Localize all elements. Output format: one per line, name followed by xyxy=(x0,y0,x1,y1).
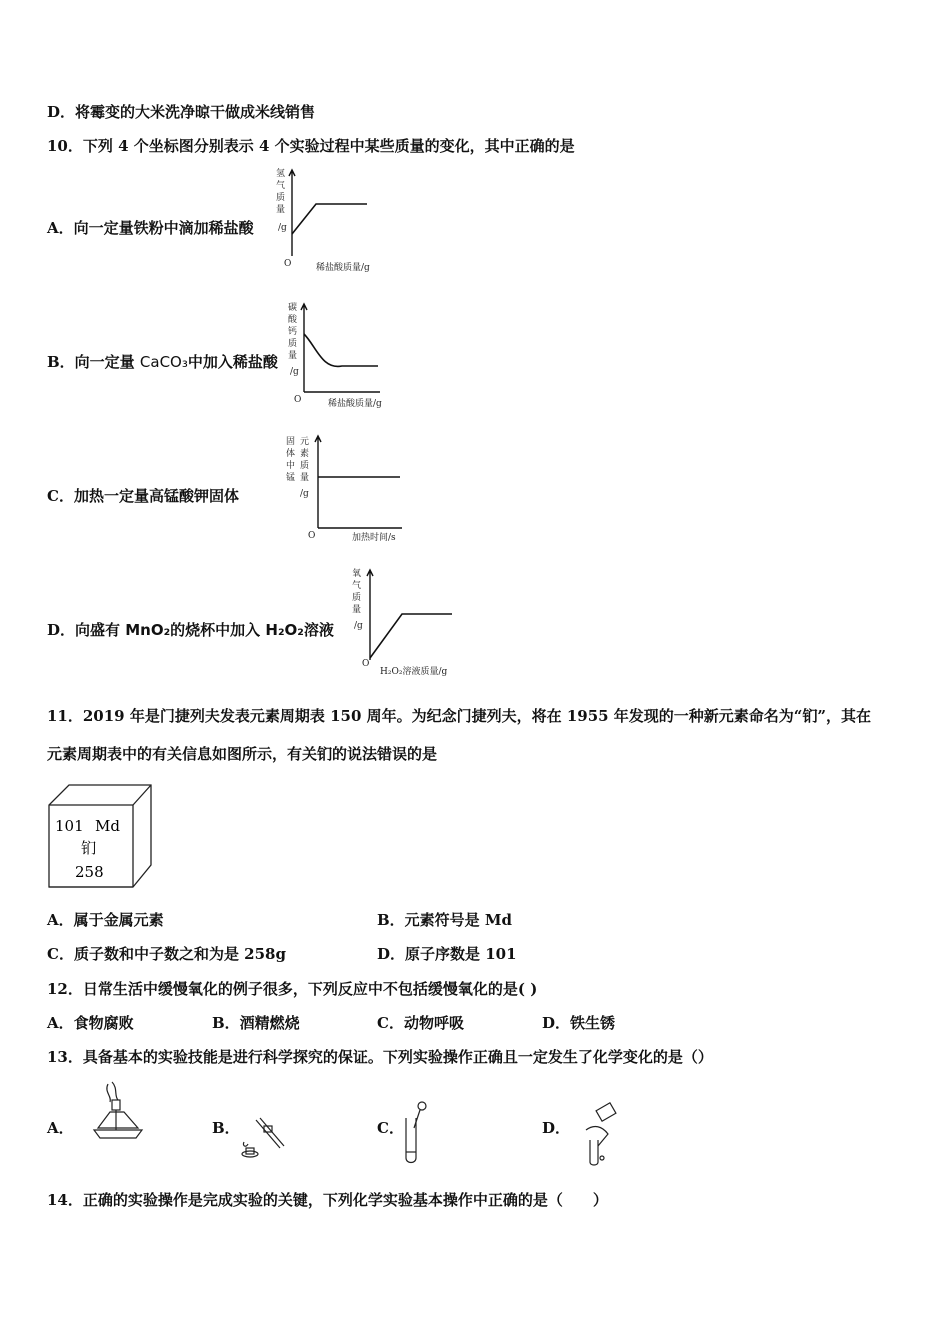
svg-text:质: 质 xyxy=(300,461,310,471)
svg-text:质: 质 xyxy=(288,339,298,349)
q10-option-d: D．向盛有 MnO₂的烧杯中加入 H₂O₂溶液 xyxy=(47,621,334,639)
q10-option-a: A．向一定量铁粉中滴加稀盐酸 xyxy=(47,219,254,237)
svg-text:氢: 氢 xyxy=(276,169,286,179)
q10-chart-a xyxy=(272,166,402,274)
q10-stem: 10．下列 4 个坐标图分别表示 4 个实验过程中某些质量的变化，其中正确的是 xyxy=(47,137,575,155)
q10-a-ylabel xyxy=(276,167,287,233)
q10-c-ylabel xyxy=(286,436,309,499)
svg-text:质: 质 xyxy=(276,193,286,203)
q12-option-a: A．食物腐败 xyxy=(47,1014,134,1032)
q13-option-b: B． xyxy=(212,1119,240,1137)
svg-text:量: 量 xyxy=(352,605,362,615)
q10-option-c: C．加热一定量高锰酸钾固体 xyxy=(47,487,239,505)
q11-option-c: C．质子数和中子数之和为是 258g xyxy=(47,945,286,963)
q11-option-a: A．属于金属元素 xyxy=(47,911,164,929)
q10-b-curve xyxy=(304,334,378,366)
q10-chart-b xyxy=(282,298,412,410)
element-card-md xyxy=(47,783,155,889)
q10-b-origin: O xyxy=(294,395,302,405)
svg-text:/g: /g xyxy=(300,489,309,499)
dropper-tube-icon xyxy=(400,1100,430,1168)
svg-text:酸: 酸 xyxy=(288,315,298,325)
q10-option-b: B．向一定量 CaCO₃中加入稀盐酸 xyxy=(47,353,278,371)
svg-text:量: 量 xyxy=(276,205,286,215)
element-symbol: Md xyxy=(95,817,120,835)
q9-option-d: D．将霉变的大米洗净晾干做成米线销售 xyxy=(47,103,316,121)
element-name: 钔 xyxy=(81,839,97,857)
q11-option-d: D．原子序数是 101 xyxy=(377,945,517,963)
q12-option-b: B．酒精燃烧 xyxy=(212,1014,300,1032)
element-mass: 258 xyxy=(75,863,104,881)
q10-chart-c xyxy=(280,430,420,546)
test-tube-heating-icon xyxy=(236,1112,290,1166)
q10-c-origin: O xyxy=(308,531,316,541)
q11-option-b: B．元素符号是 Md xyxy=(377,911,512,929)
q10-d-origin: O xyxy=(362,659,370,669)
q10-chart-d xyxy=(340,564,480,680)
q10-d-y-axis xyxy=(367,570,373,660)
q13-option-c: C． xyxy=(377,1119,404,1137)
svg-text:锰: 锰 xyxy=(286,473,296,483)
svg-text:量: 量 xyxy=(300,473,310,483)
svg-text:/g: /g xyxy=(278,223,287,233)
alcohol-lamp-icon xyxy=(88,1080,148,1150)
svg-text:气: 气 xyxy=(352,581,362,591)
svg-text:氧: 氧 xyxy=(352,569,362,579)
q10-d-curve xyxy=(370,614,452,658)
q10-b-ylabel xyxy=(288,301,299,377)
q13-stem: 13．具备基本的实验技能是进行科学探究的保证。下列实验操作正确且一定发生了化学变化的是（） xyxy=(47,1048,713,1066)
q10-c-axes xyxy=(315,436,402,528)
element-number: 101 xyxy=(55,817,84,835)
svg-text:中: 中 xyxy=(286,461,296,471)
svg-text:元: 元 xyxy=(300,437,310,447)
q11-stem-line2: 元素周期表中的有关信息如图所示，有关钔的说法错误的是 xyxy=(47,745,438,763)
q10-b-xlabel: 稀盐酸质量/g xyxy=(328,399,382,409)
svg-text:气: 气 xyxy=(276,181,286,191)
svg-text:/g: /g xyxy=(354,621,363,631)
q10-b-axes xyxy=(301,304,380,392)
q10-c-xlabel: 加热时间/s xyxy=(352,533,396,543)
q11-stem-line1: 11．2019 年是门捷列夫发表元素周期表 150 周年。为纪念门捷列夫，将在 1955 年发现的一种新元素命名为“钔”，其在 xyxy=(47,707,872,725)
q12-option-d: D．铁生锈 xyxy=(542,1014,616,1032)
q10-a-origin: O xyxy=(284,259,292,269)
q13-option-a: A． xyxy=(47,1119,74,1137)
svg-text:量: 量 xyxy=(288,351,298,361)
svg-text:/g: /g xyxy=(290,367,299,377)
svg-text:素: 素 xyxy=(300,449,310,459)
q14-stem: 14．正确的实验操作是完成实验的关键，下列化学实验基本操作中正确的是（ ） xyxy=(47,1191,608,1209)
q10-d-ylabel xyxy=(352,567,363,631)
q10-a-curve xyxy=(292,204,367,234)
svg-text:钙: 钙 xyxy=(288,327,298,337)
q12-stem: 12．日常生活中缓慢氧化的例子很多，下列反应中不包括缓慢氧化的是( ) xyxy=(47,980,538,998)
q10-d-xlabel: H₂O₂溶液质量/g xyxy=(380,667,448,677)
q12-option-c: C．动物呼吸 xyxy=(377,1014,464,1032)
q10-a-xlabel: 稀盐酸质量/g xyxy=(316,263,370,273)
q13-option-d: D． xyxy=(542,1119,571,1137)
svg-text:质: 质 xyxy=(352,593,362,603)
svg-text:碳: 碳 xyxy=(288,303,298,313)
svg-text:体: 体 xyxy=(286,449,296,459)
q10-a-y-axis xyxy=(289,170,295,256)
pouring-solid-icon xyxy=(568,1100,622,1166)
svg-text:固: 固 xyxy=(286,437,296,447)
